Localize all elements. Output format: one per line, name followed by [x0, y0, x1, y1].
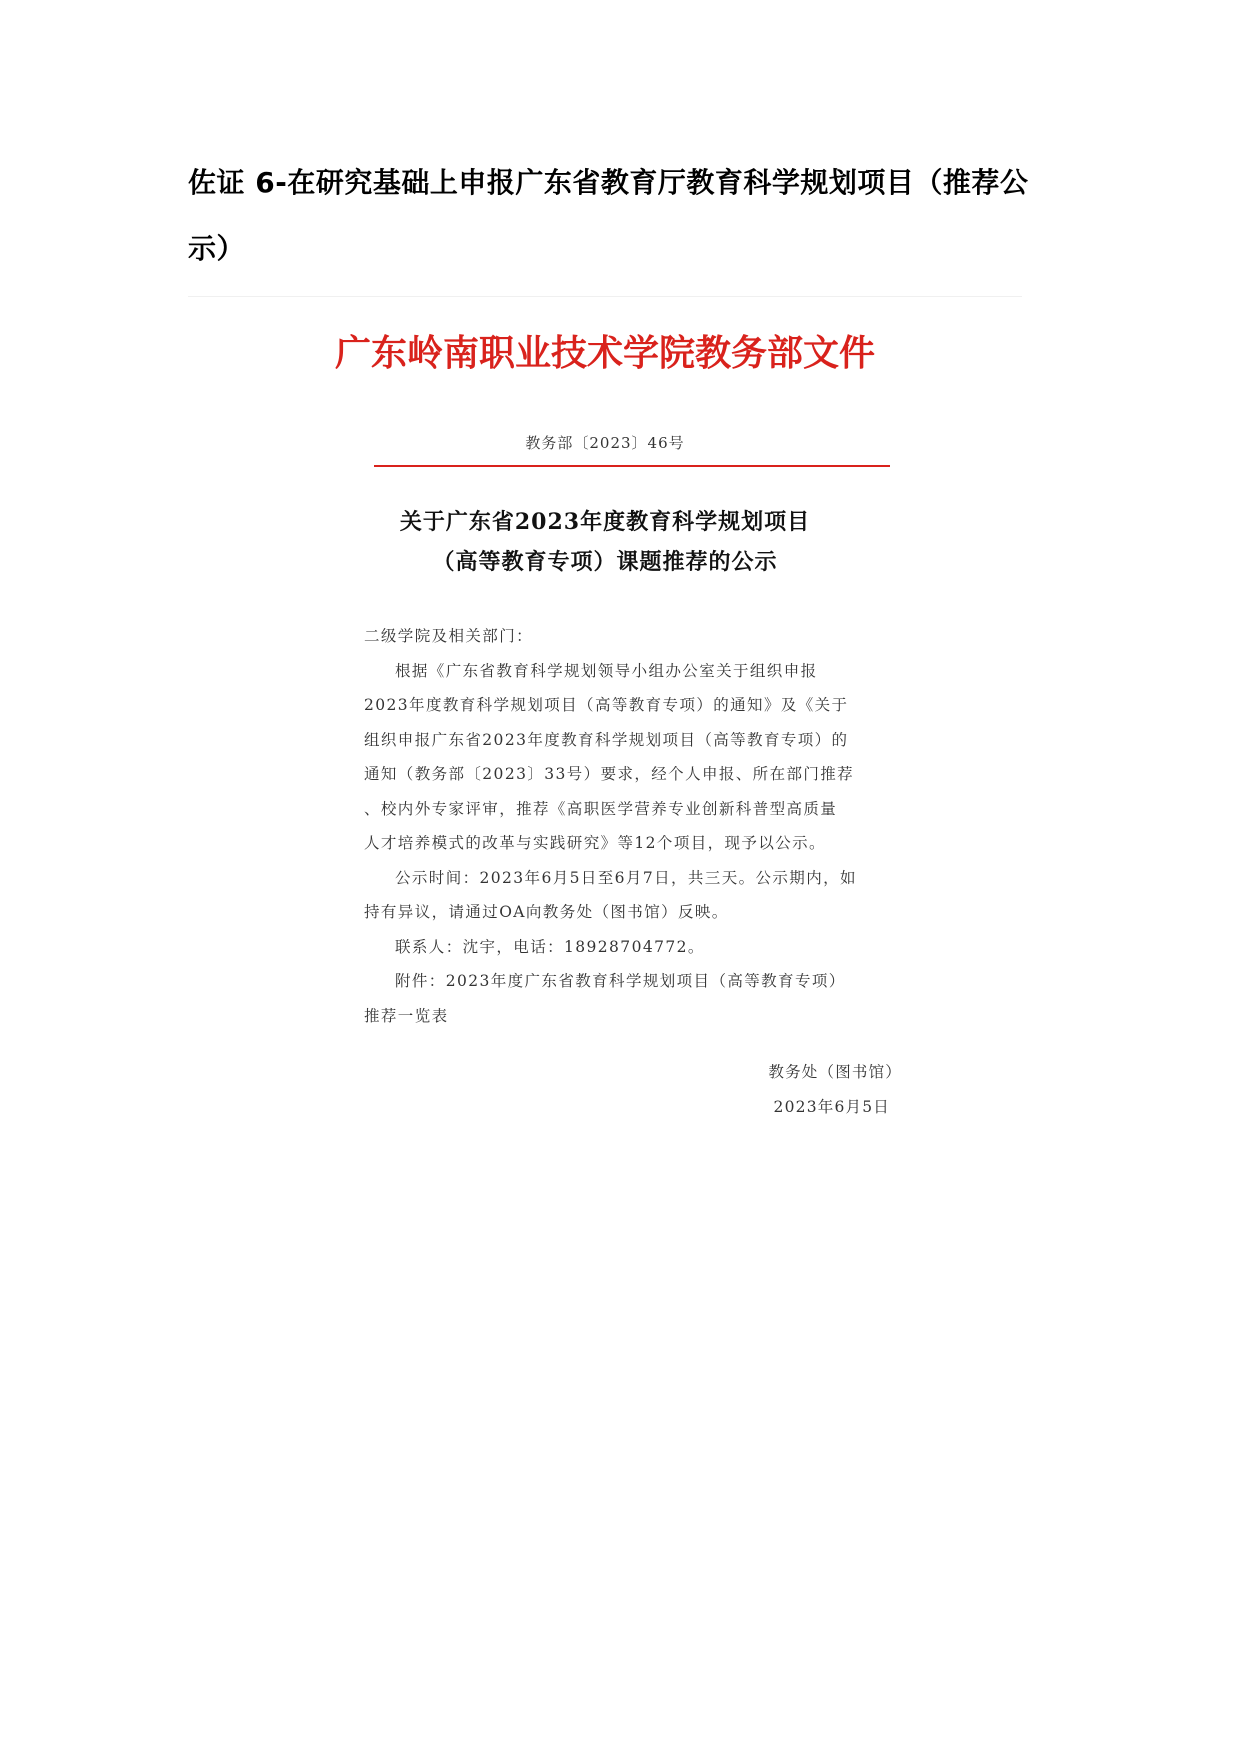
red-divider-line — [374, 465, 890, 467]
period-line: 公示时间：2023年6月5日至6月7日，共三天。公示期内，如 — [395, 868, 857, 887]
attachment-line: 附件：2023年度广东省教育科学规划项目（高等教育专项） — [395, 972, 846, 990]
body-line: 通知（教务部〔2023〕33号）要求，经个人申报、所在部门推荐 — [364, 765, 855, 783]
notice-title — [188, 502, 1022, 582]
signature-date: 2023年6月5日 — [773, 1097, 890, 1116]
scanned-notice-document — [188, 296, 1022, 1157]
notice-title-line-2: （高等教育专项）课题推荐的公示 — [432, 549, 778, 575]
signature-organization: 教务处（图书馆） — [768, 1063, 902, 1081]
body-line: 人才培养模式的改革与实践研究》等12个项目，现予以公示。 — [364, 834, 826, 852]
issuing-organization-title: 广东岭南职业技术学院教务部文件 — [334, 332, 875, 374]
period-line: 持有异议，请通过OA向教务处（图书馆）反映。 — [364, 903, 729, 921]
notice-body — [364, 619, 904, 1033]
body-line: 2023年度教育科学规划项目（高等教育专项）的通知》及《关于 — [364, 696, 849, 714]
document-number: 教务部〔2023〕46号 — [525, 434, 685, 452]
heading-line-1: 佐证 6-在研究基础上申报广东省教育厅教育科学规划项目（推荐公 — [188, 166, 1029, 199]
heading-line-2: 示） — [188, 232, 246, 265]
contact-line: 联系人：沈宇，电话：18928704772。 — [395, 937, 705, 956]
body-line: 组织申报广东省2023年度教育科学规划项目（高等教育专项）的 — [364, 730, 849, 749]
body-line: 、校内外专家评审，推荐《高职医学营养专业创新科普型高质量 — [364, 799, 838, 818]
signature-block — [364, 1055, 902, 1124]
attachment-line: 推荐一览表 — [364, 1006, 449, 1025]
body-line: 根据《广东省教育科学规划领导小组办公室关于组织申报 — [395, 661, 818, 680]
page-heading — [188, 150, 1068, 282]
notice-title-line-1: 关于广东省2023年度教育科学规划项目 — [399, 509, 811, 535]
salutation: 二级学院及相关部门： — [364, 627, 534, 645]
